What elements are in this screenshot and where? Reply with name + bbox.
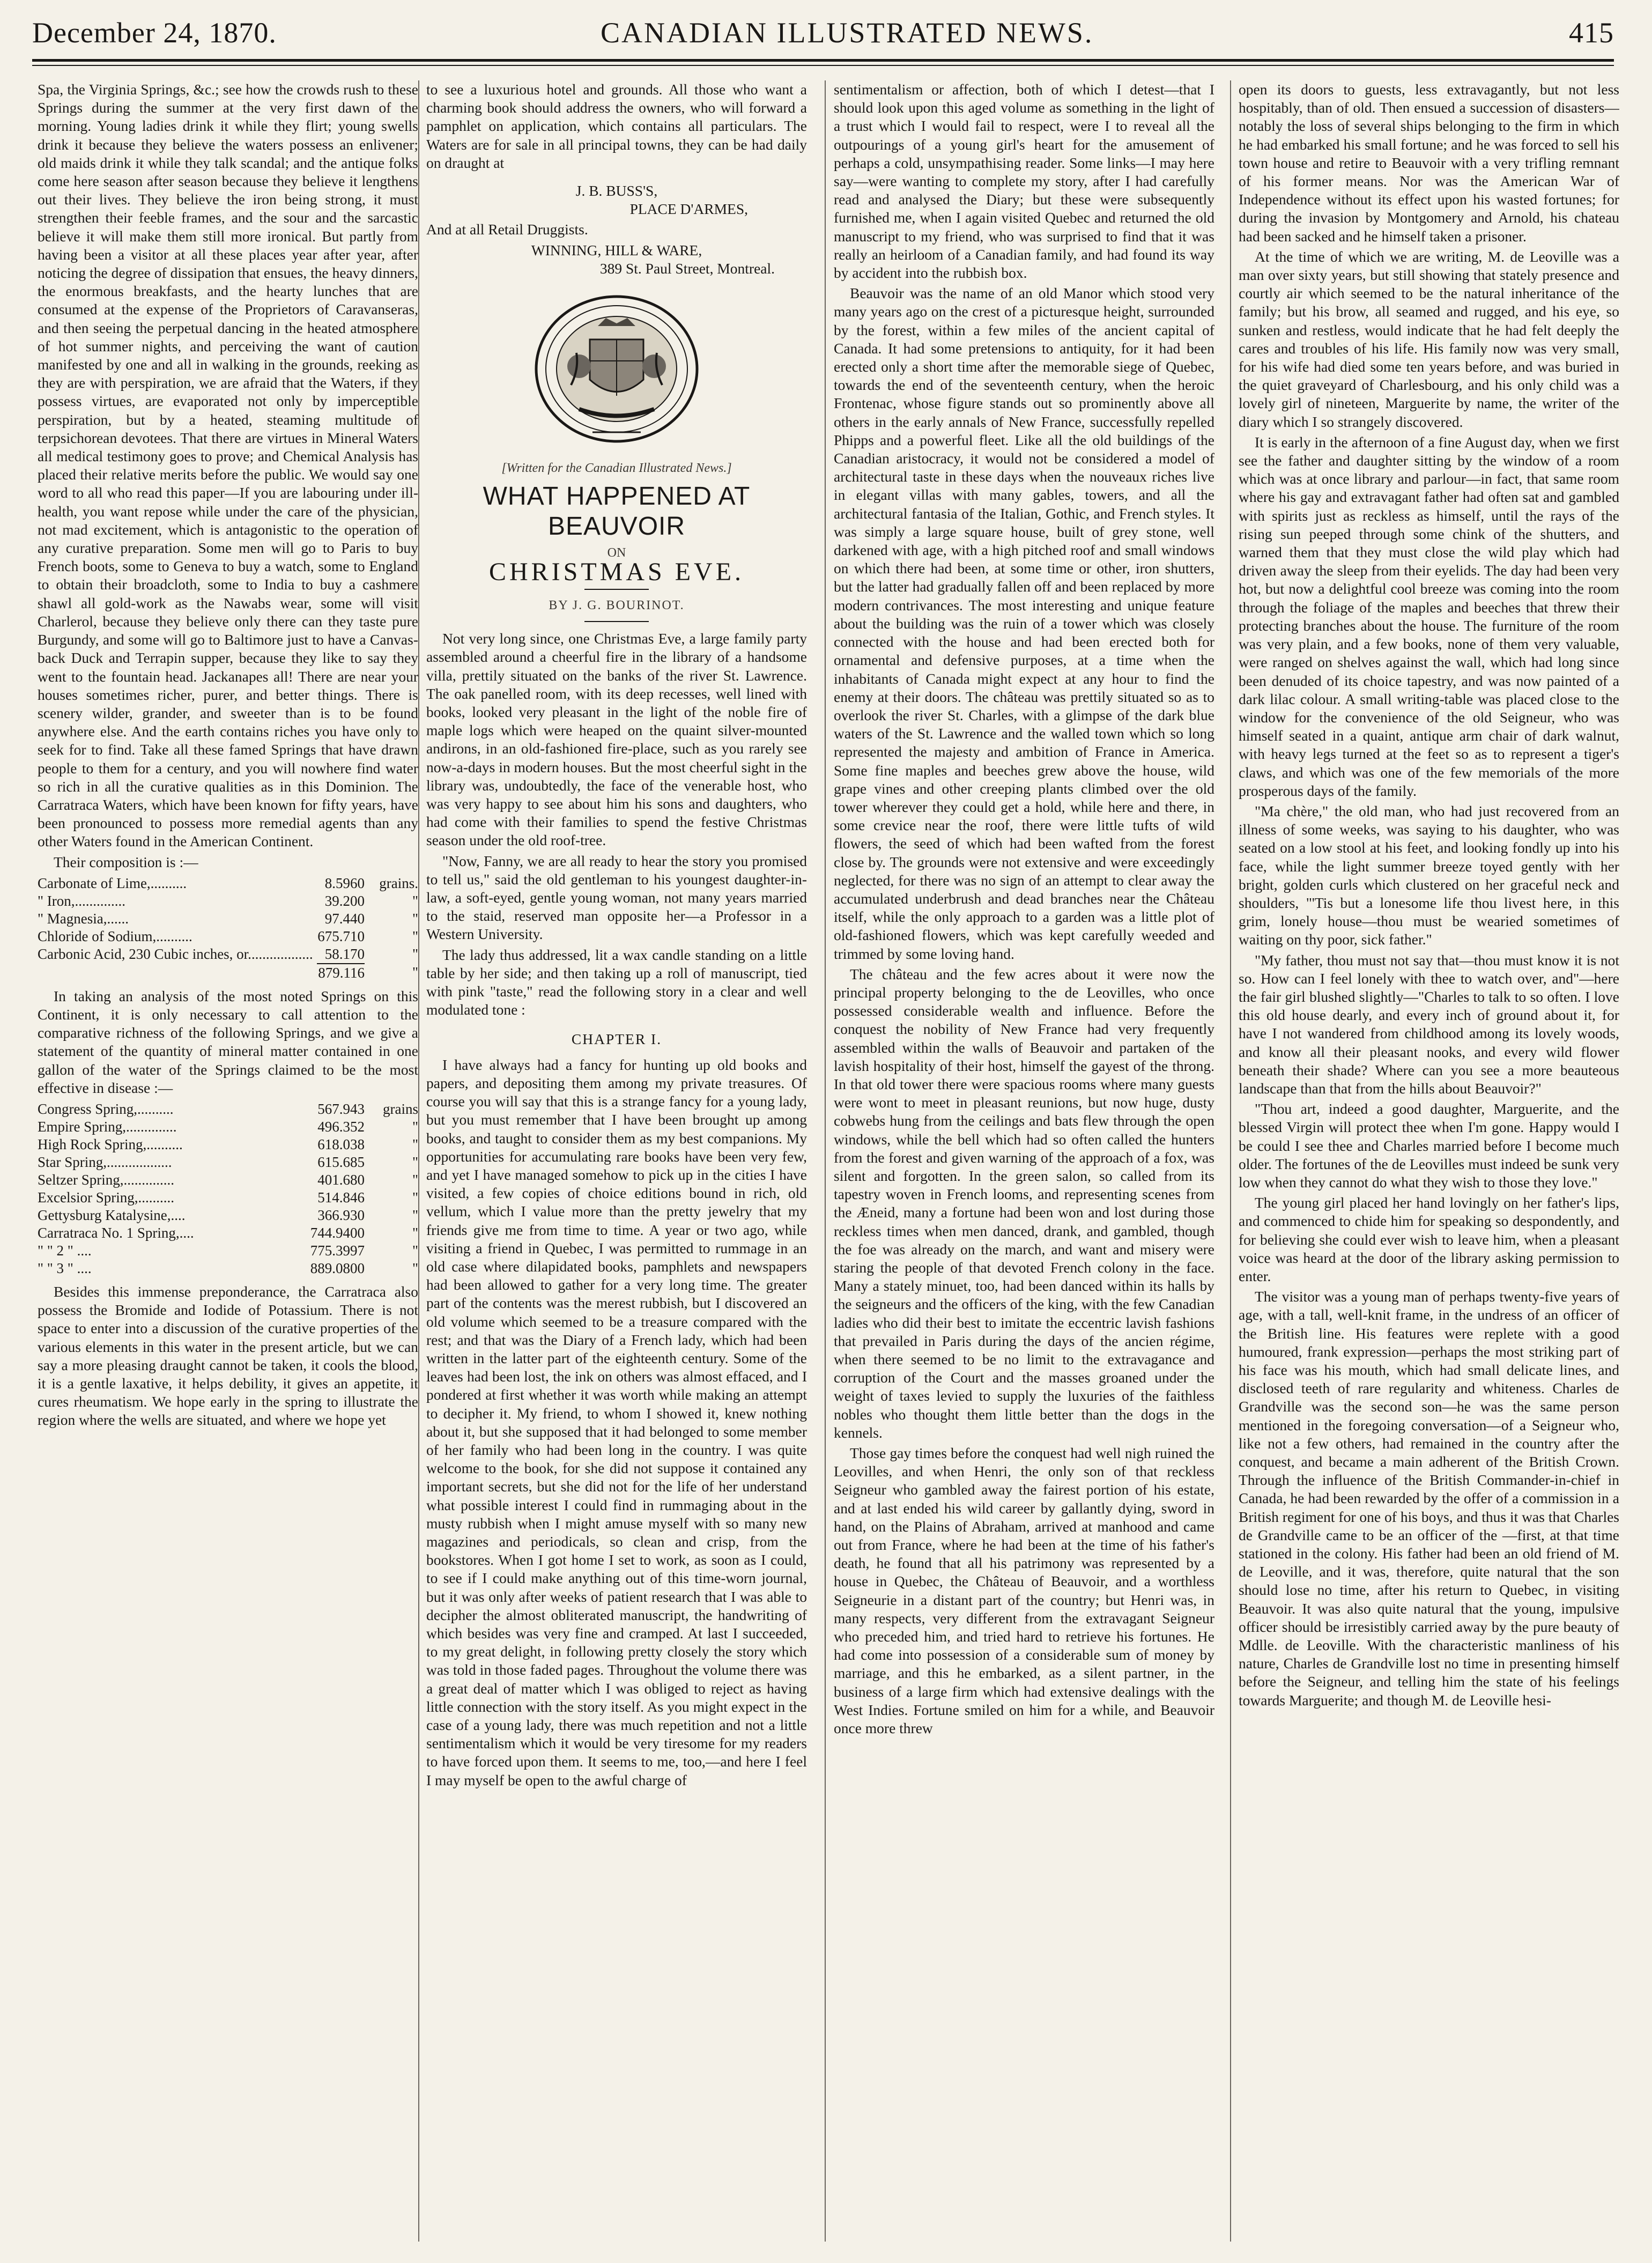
column-divider xyxy=(418,80,419,2242)
table-cell: 618.038 xyxy=(317,1136,365,1152)
address-line: 389 St. Paul Street, Montreal. xyxy=(599,260,775,277)
column-4 xyxy=(1239,80,1619,2242)
paragraph: It is early in the afternoon of a fine August day, when we first see the father and daughter sitting by the window of a room which was at once library and parlour—in fact, that same room where his gay and extravagant father had often sat and gambled with spirits just as reckless as himself, until the rays of the rising sun peeped through some chink of the shutters, and warned them that they must close the wild play which had driven away the sleep from their eyelids. The day had been very hot, but now a delightful cool breeze was coming into the room through the foliage of the maples and beeches that threw their protecting branches about the house. The furniture of the room was very plain, and a few books, none of them very valuable, were ranged on shelves against the wall, which had long since been denuded of its choice tapestry, and was now painted of a dark lilac colour. A small writing-table was placed close to the window for the convenience of the old Seigneur, who was himself seated in a quaint, antique arm chair of dark walnut, with heavy legs turned at the feet so as to represent a tiger's claws, and which was one of the few memorials of the more prosperous days of the family. xyxy=(1239,433,1619,799)
table-row xyxy=(38,945,418,964)
table-row xyxy=(38,910,418,928)
table-cell: 744.9400 xyxy=(310,1224,365,1241)
table-cell: " xyxy=(412,945,418,962)
table-cell: " xyxy=(412,1153,418,1170)
table-cell: Congress Spring,.......... xyxy=(38,1100,174,1117)
table-cell: Empire Spring,.............. xyxy=(38,1118,177,1135)
issue-date: December 24, 1870. xyxy=(32,17,277,49)
table-cell: 567.943 xyxy=(317,1100,365,1117)
table-cell: 496.352 xyxy=(317,1118,365,1135)
table-cell: " " 3 " .... xyxy=(38,1260,92,1276)
table-cell: " Magnesia,...... xyxy=(38,910,129,927)
table-cell: 514.846 xyxy=(317,1189,365,1206)
composition-total: 879.116 xyxy=(317,964,365,982)
story-title-on: ON xyxy=(607,546,626,560)
table-cell: " xyxy=(412,1224,418,1241)
table-row xyxy=(38,1153,418,1171)
paragraph: open its doors to guests, less extravagantly, but not less hospitably, than of old. Then ensued a succession of disasters—notably the loss of several ships belonging to the firm in which he had embarked his small fortune; and he was forced to sell his town house and retire to Beauvoir with a very trifling remnant of his former means. Nor was the American War of Independence without its effect upon his wasted fortunes; for during the invasion by Montgomery and Arnold, his chateau had been sacked and he himself taken a prisoner. xyxy=(1239,81,1619,245)
table-cell: Carratraca No. 1 Spring,.... xyxy=(38,1224,194,1241)
paragraph: Spa, the Virginia Springs, &c.; see how the crowds rush to these Springs during the summer at the very first dawn of the morning. Young ladies drink it while they flirt; young swells drink it because they believe the waters possess an enlivener; old maids drink it while they talk scandal; and the antique folks come here season after season because they believe it lengthens out their lives. They believe the iron being strong, it must strengthen their feeble frames, and the sour and the sarcastic believe it will make them still more ironical. But partly from having been a visitor at all these places year after year, after noticing the degree of dissipation that ensues, the heavy dinners, the enormous breakfasts, and the hearty lunches that are consumed at the expense of the Proprietors of Caravanseras, and then seeing the perpetual dancing in the heated atmosphere of hot summer nights, and perceiving the want of caution manifested by one and all in walking in the grounds, reeking as they are with perspiration, we are afraid that the Waters, if they possess virtues, are evaporated not only by imperceptible perspiration, but by a heated, steaming multitude of terpsichorean devotees. That there are virtues in Mineral Waters all medical testimony goes to prove; and Chemical Analysis has placed their relative merits before the public. We would say one word to all who read this paper—If you are labouring under ill-health, you want repose while under the care of the physician, not mad excitement, which is antagonistic to the operation of any curative preparation. Some men will go to Paris to buy French boots, some to Geneva to buy a watch, some to England to obtain their broadcloth, some to India to buy a cashmere shawl all gold-work as the Nawabs wear, some will visit Charlerol, because they believe only there can they taste pure Burgundy, and some will go to Baltimore just to have a Canvas-back Duck and Terrapin supper, because they like to say they went to the fountain head. Jackanapes all! There are near your houses sometimes richer, purer, and better things. There is scenery wilder, grander, and sweeter than is to be found anywhere else. And the earth contains riches you have only to seek for to find. Take all these famed Springs that have drawn people to them for a century, and you will nowhere find water so rich in all the curative qualities as in this Dominion. The Carratraca Waters, which have been known for fifty years, have been pronounced to possess more remedial agents than any other Waters found in the American Continent. xyxy=(38,81,418,850)
table-cell: 8.5960 xyxy=(324,875,365,891)
table-row xyxy=(38,1207,418,1224)
paragraph: Besides this immense preponderance, the Carratraca also possess the Bromide and Iodide of Potassium. There is not space to enter into a discussion of the curative properties of the various elements in this water in the present article, but we can say a more pleasing draught cannot be taken, it cools the blood, it is a gentle laxative, it helps debility, it gives an appetite, it cures rheumatism. We hope early in the spring to illustrate the region where the wells are situated, and where we hope yet xyxy=(38,1283,418,1429)
paragraph: "Ma chère," the old man, who had just recovered from an illness of some weeks, was saying to his daughter, who was seated on a low stool at his feet, and looking fondly up into his face, while the light summer breeze toyed gently with her bright, golden curls which clustered on her graceful neck and shoulders, "'Tis but a lonesome life thou livest here, in this grim, lonely house—thou must be wearied sometimes of waiting on thy poor, sick father." xyxy=(1239,802,1619,948)
table-row xyxy=(38,1224,418,1242)
table-row xyxy=(38,1171,418,1189)
paragraph: In taking an analysis of the most noted Springs on this Continent, it is only necessary to call attention to the comparative richness of the following Springs, and we give a statement of the quantity of mineral matter contained in one gallon of the water of the Springs claimed to be the most effective in disease :— xyxy=(38,987,418,1096)
paragraph: The lady thus addressed, lit a wax candle standing on a little table by her side; and then taking up a roll of manuscript, tied with pink "taste," read the following story in a clear and well modulated tone : xyxy=(426,946,807,1018)
paragraph: Not very long since, one Christmas Eve, a large family party assembled around a cheerful fire in the library of a handsome villa, prettily situated on the banks of the river St. Lawrence. The oak panelled room, with its deep recesses, well lined with books, looked very pleasant in the light of the noble fire of maple logs which were heaped on the quaint silver-mounted andirons, in an old-fashioned fire-place, such as you rarely see now-a-days in modern houses. But the most cheerful sight in the library was, undoubtedly, the face of the venerable host, who was very happy to see about him his sons and daughters, who had come with their families to spend the festive Christmas season under the old roof-tree. xyxy=(426,630,807,849)
table-cell: " xyxy=(412,1260,418,1276)
table-cell: Star Spring,.................. xyxy=(38,1153,172,1170)
table-cell: 615.685 xyxy=(317,1153,365,1170)
masthead xyxy=(32,11,1614,56)
table-cell: Chloride of Sodium,.......... xyxy=(38,928,192,944)
paragraph: At the time of which we are writing, M. de Leoville was a man over sixty years, but still showing that stately presence and courtly air which seemed to be the natural inheritance of the family; but his brow, all seamed and rugged, and his eye, so sunken and restless, would indicate that he had felt deeply the cares and troubles of his life. His family now was very small, for his wife had died some ten years before, and was buried in the quiet graveyard of Charlesbourg, and his only child was a lovely girl of nineteen, Marguerite by name, the writer of the diary which I so strangely discovered. xyxy=(1239,248,1619,430)
table-cell: 401.680 xyxy=(317,1171,365,1188)
table-cell: 58.170 xyxy=(324,945,365,962)
table-cell: " xyxy=(412,964,418,980)
table-cell: " xyxy=(412,892,418,909)
story-subtitle: CHRISTMAS EVE. xyxy=(488,558,745,587)
coat-of-arms-seal-icon xyxy=(499,289,735,455)
masthead-rule-thin xyxy=(32,65,1614,66)
table-cell: 675.710 xyxy=(317,928,365,944)
table-cell: " xyxy=(412,1171,418,1188)
masthead-rule xyxy=(32,59,1614,62)
paragraph: I have always had a fancy for hunting up old books and papers, and depositing them among my private treasures. Of course you will say that this is a strange fancy for a young lady, but you must remember that I have been brought up among books, and taught to consider them as my best companions. My opportunities for accumulating rare books have been very few, and yet I have managed somehow to pick up in the cities I have visited, a few copies of choice editions bound in rich, old vellum, which I value more than the pretty jewelry that my friends give me from time to time. A year or two ago, while visiting a friend in Quebec, I was permitted to rummage in an old case where dilapidated books, pamphlets and newspapers had been allowed to gather for a very long time. The greater part of the contents was the merest rubbish, but I discovered an old volume which seemed to be a treasure compared with the rest; and that was the Diary of a French lady, which had been written in the latter part of the eighteenth century. Some of the leaves had been lost, the ink on others was almost effaced, and I pondered at first whether it was worth while making an attempt to decipher it. My friend, to whom I showed it, knew nothing about it, but she supposed that it had belonged to some member of her family who had been long in the country. I was quite welcome to the book, for she did not suppose it contained any important secrets, but she did not for the life of her understand what possible interest I could find in rummaging about in the musty rubbish when I might amuse myself with so many new magazines and periodicals, so clean and crisp, from the bookstores. When I got home I set to work, as soon as I could, to see if I could make anything out of this time-worn journal, but it was only after weeks of patient research that I was able to decipher the almost obliterated manuscript, the handwriting of which besides was very fine and cramped. At last I succeeded, to my great delight, in following pretty closely the story which was told in those faded pages. Throughout the volume there was a great deal of matter which I was obliged to reject as having little connection with the story itself. As you might expect in the case of a young lady, there was much repetition and not a little sentimentalism which it would be very tiresome for my readers to have forced upon them. It seems to me, too,—and here I feel I may myself be open to the awful charge of xyxy=(426,1056,807,1788)
table-cell: " xyxy=(412,1242,418,1259)
table-row xyxy=(38,1136,418,1153)
composition-intro: Their composition is :— xyxy=(54,853,198,870)
story-author: BY J. G. BOURINOT. xyxy=(549,598,685,613)
table-cell: grains. xyxy=(379,875,418,891)
divider xyxy=(584,589,649,590)
address-line: And at all Retail Druggists. xyxy=(426,221,588,238)
table-cell: High Rock Spring,.......... xyxy=(38,1136,183,1152)
column-divider xyxy=(1230,80,1231,2242)
newspaper-title: CANADIAN ILLUSTRATED NEWS. xyxy=(601,17,1094,49)
table-row xyxy=(38,1189,418,1207)
table-cell: Carbonic Acid, 230 Cubic inches, or.................. xyxy=(38,945,313,962)
table-cell: " xyxy=(412,928,418,944)
table-row-total xyxy=(38,964,418,982)
table-cell: Seltzer Spring,.............. xyxy=(38,1171,174,1188)
table-cell: grains xyxy=(383,1100,418,1117)
table-cell: 775.3997 xyxy=(310,1242,365,1259)
address-line: PLACE D'ARMES, xyxy=(629,201,748,218)
table-cell: Carbonate of Lime,.......... xyxy=(38,875,187,891)
table-row xyxy=(38,928,418,945)
chapter-heading: CHAPTER I. xyxy=(571,1030,662,1047)
page-number: 415 xyxy=(1569,17,1614,49)
table-cell: Gettysburg Katalysine,.... xyxy=(38,1207,186,1223)
table-cell: " xyxy=(412,1136,418,1152)
table-cell: 366.930 xyxy=(317,1207,365,1223)
story-title: WHAT HAPPENED AT BEAUVOIR xyxy=(483,482,751,541)
table-cell: " xyxy=(412,910,418,927)
column-divider xyxy=(825,80,826,2242)
table-cell: 97.440 xyxy=(324,910,365,927)
column-1 xyxy=(38,80,418,2242)
paragraph: to see a luxurious hotel and grounds. All those who want a charming book should address the owners, who will forward a pamphlet on application, which contains all particulars. The Waters are for sale in all principal towns, they can be had daily on draught at xyxy=(426,81,807,171)
table-row xyxy=(38,1100,418,1118)
table-cell: 889.0800 xyxy=(310,1260,365,1276)
address-line: J. B. BUSS'S, xyxy=(575,182,658,199)
table-row xyxy=(38,1242,418,1260)
springs-table xyxy=(38,1100,418,1277)
paragraph: Beauvoir was the name of an old Manor which stood very many years ago on the crest of a picturesque height, surrounded by the forest, within a few miles of the ancient capital of Canada. It had some pretensions to antiquity, for it had been erected only a short time after the memorable siege of Quebec, towards the end of the seventeenth century, when the heroic Frontenac, whose figure stands out so prominently above all others in the early annals of New France, successfully repelled Phipps and a powerful fleet. Like all the old buildings of the Canadian aristocracy, it would not be considered a model of architectural taste in these days when the nouveaux riches live in elegant villas with many gables, towers, and all the architectural fantasia of the Italian, Gothic, and French styles. It was simply a large square house, built of grey stone, well darkened with age, with a high pitched roof and small windows on which there had been, at some time or other, iron shutters, but the latter had gradually fallen off and been replaced by more modern contrivances. The most interesting and unique feature about the building was the ruin of a tower which was closely connected with the house and had been erected both for ornamental and defensive purposes, at a time when the inhabitants of Canada might expect at any hour to find the enemy at their doors. The château was prettily situated so as to overlook the river St. Charles, with a glimpse of the dark blue waters of the St. Lawrence and the walled town which so long represented the majesty and ambition of France in America. Some fine maples and beeches grew above the house, wild grape vines and other creeping plants climbed over the old tower wherever they could get a hold, while here and there, in some crevice near the roof, there were little tufts of wild flowers, the seed of which had been wafted from the forest close by. The grounds were not extensive and were exceedingly neglected, for there was no sign of an attempt to clear away the accumulated underbrush and dead branches near the Château itself, while the only approach to a garden was a little plot of old-fashioned flowers, which was kept carefully weeded and trimmed by some loving hand. xyxy=(834,285,1214,962)
paragraph: The young girl placed her hand lovingly on her father's lips, and commenced to chide him for speaking so despondently, and for believing she could ever wish to leave him, when a pleasant voice was heard at the door of the library asking permission to enter. xyxy=(1239,1194,1619,1284)
column-2 xyxy=(426,80,807,2242)
table-cell: 39.200 xyxy=(324,892,365,909)
paragraph: "Now, Fanny, we are all ready to hear the story you promised to tell us," said the old gentleman to his youngest daughter-in-law, a soft-eyed, gentle young woman, not many years married to the staid, reserved man opposite her—a Professor in a Western University. xyxy=(426,852,807,943)
paragraph: The visitor was a young man of perhaps twenty-five years of age, with a tall, well-knit frame, in the undress of an officer of the British line. His features were replete with a good humoured, frank expression—perhaps the most striking part of his face was his mouth, which had small delicate lines, and disclosed teeth of rare regularity and whiteness. Charles de Grandville was the second son—he was the same person mentioned in the foregoing conversation—of a Seigneur who, like not a few others, had remained in the country after the conquest, and became a main adherent of the British Crown. Through the influence of the British Commander-in-chief in Canada, he had been rewarded by the offer of a commission in a British regiment for one of his boys, and thus it was that Charles de Grandville came to be an officer of the —first, at that time stationed in the colony. His father had been an old friend of M. de Leoville, and it was, therefore, quite natural that the son should lose no time, after his return to Quebec, in visiting Beauvoir. It was also quite natural that the young, impulsive officer should be irresistibly carried away by the pure beauty of Mdlle. de Leoville. With the characteristic manliness of his nature, Charles de Grandville lost no time in presenting himself before the Seigneur, and telling him the state of his feelings towards Marguerite; and though M. de Leoville hesi- xyxy=(1239,1288,1619,1709)
table-row xyxy=(38,1118,418,1136)
table-cell: " xyxy=(412,1189,418,1206)
table-row xyxy=(38,892,418,910)
divider xyxy=(584,621,649,622)
address-line: WINNING, HILL & WARE, xyxy=(531,241,702,258)
paragraph: Those gay times before the conquest had well nigh ruined the Leovilles, and when Henri, the only son of that reckless Seigneur who gambled away the fairest portion of his estate, and at last ended his wild career by gallantly dying, sword in hand, on the Plains of Abraham, arrived at manhood and came out from France, where he had been at the time of his father's death, he found that all his patrimony was represented by a house in Quebec, the Château of Beauvoir, and a worthless Seigneurie in a distant part of the country; but Henri was, in many respects, very different from the extravagant Seigneur who preceded him, and tried hard to retrieve his fortunes. He had come into possession of a considerable sum of money by marriage, and this he embarked, as a silent partner, in the business of a large firm which had extensive dealings with the West Indies. Fortune smiled on him for a while, and Beauvoir once more threw xyxy=(834,1445,1214,1737)
column-3 xyxy=(834,80,1214,2242)
written-for-note: [Written for the Canadian Illustrated News.] xyxy=(501,461,732,476)
table-cell: " Iron,.............. xyxy=(38,892,126,909)
paragraph: "Thou art, indeed a good daughter, Marguerite, and the blessed Virgin will protect thee when I'm gone. Happy would I be could I see thee and Charles married before I become much older. The fortunes of the de Leovilles must indeed be sunk very low when they cannot do what they wish to those they love." xyxy=(1239,1100,1619,1190)
table-cell: " xyxy=(412,1207,418,1223)
table-row xyxy=(38,875,418,892)
table-cell: Excelsior Spring,.......... xyxy=(38,1189,174,1206)
table-cell: " xyxy=(412,1118,418,1135)
table-cell: " " 2 " .... xyxy=(38,1242,92,1259)
paragraph: sentimentalism or affection, both of which I detest—that I should look upon this aged volume as something in the light of a trust which I would fail to respect, were I to reveal all the outpourings of a young girl's heart for the amusement of perhaps a cold, unsympathising reader. Some links—I may here say—were wanting to complete my story, after I had carefully read and analysed the Diary; but these were subsequently furnished me, when I again visited Quebec and returned the old manuscript to my friend, who was surprised to find that it was really an heirloom of a Canadian family, and had found its way by accident into the rubbish box. xyxy=(834,81,1214,282)
composition-table xyxy=(38,875,418,982)
table-row xyxy=(38,1260,418,1277)
paragraph: "My father, thou must not say that—thou must know it is not so. How can I feel lonely with thee to watch over, and"—here the fair girl blushed slightly—"Charles to talk to so often. I love this old house dearly, and every inch of ground about it, for have I not wandered from childhood among its lovely woods, and know all their pleasant nooks, and every wild flower beneath their shade? Where can you see a more beauteous landscape than that from the hills about Beauvoir?" xyxy=(1239,951,1619,1097)
paragraph: The château and the few acres about it were now the principal property belonging to the de Leovilles, who once possessed considerable wealth and influence. Before the conquest the nobility of New France had very frequently assembled within the walls of Beauvoir and partaken of the lavish hospitality of their host, himself the gayest of the throng. In that old tower there were spacious rooms where many guests were wont to meet in pleasant reunions, but now huge, dusty cobwebs hung from the ceilings and bats flew through the open windows, while the bell which had so often called the hunters from the forest and given warning of the approach of a fox, was silent and forgotten. In the green salon, so called from its tapestry woven in French looms, and representing scenes from the Æneid, many a fortune had been won and lost during those reckless times when men danced, drank, and gambled, though the foe was already on the march, and want and misery were staring the people of that devoted French colony in the face. Many a stately minuet, too, had been danced within its halls by the seigneurs and the officers of the king, with the few Canadian ladies who did their best to imitate the eccentric lavish fashions that prevailed in Paris during the days of the ancien régime, when there seemed to be no limit to the extravagance and corruption of the Court and the masses groaned under the weight of taxes levied to supply the luxuries of the faithless nobles who thought them little better than the dogs in the kennels. xyxy=(834,965,1214,1441)
